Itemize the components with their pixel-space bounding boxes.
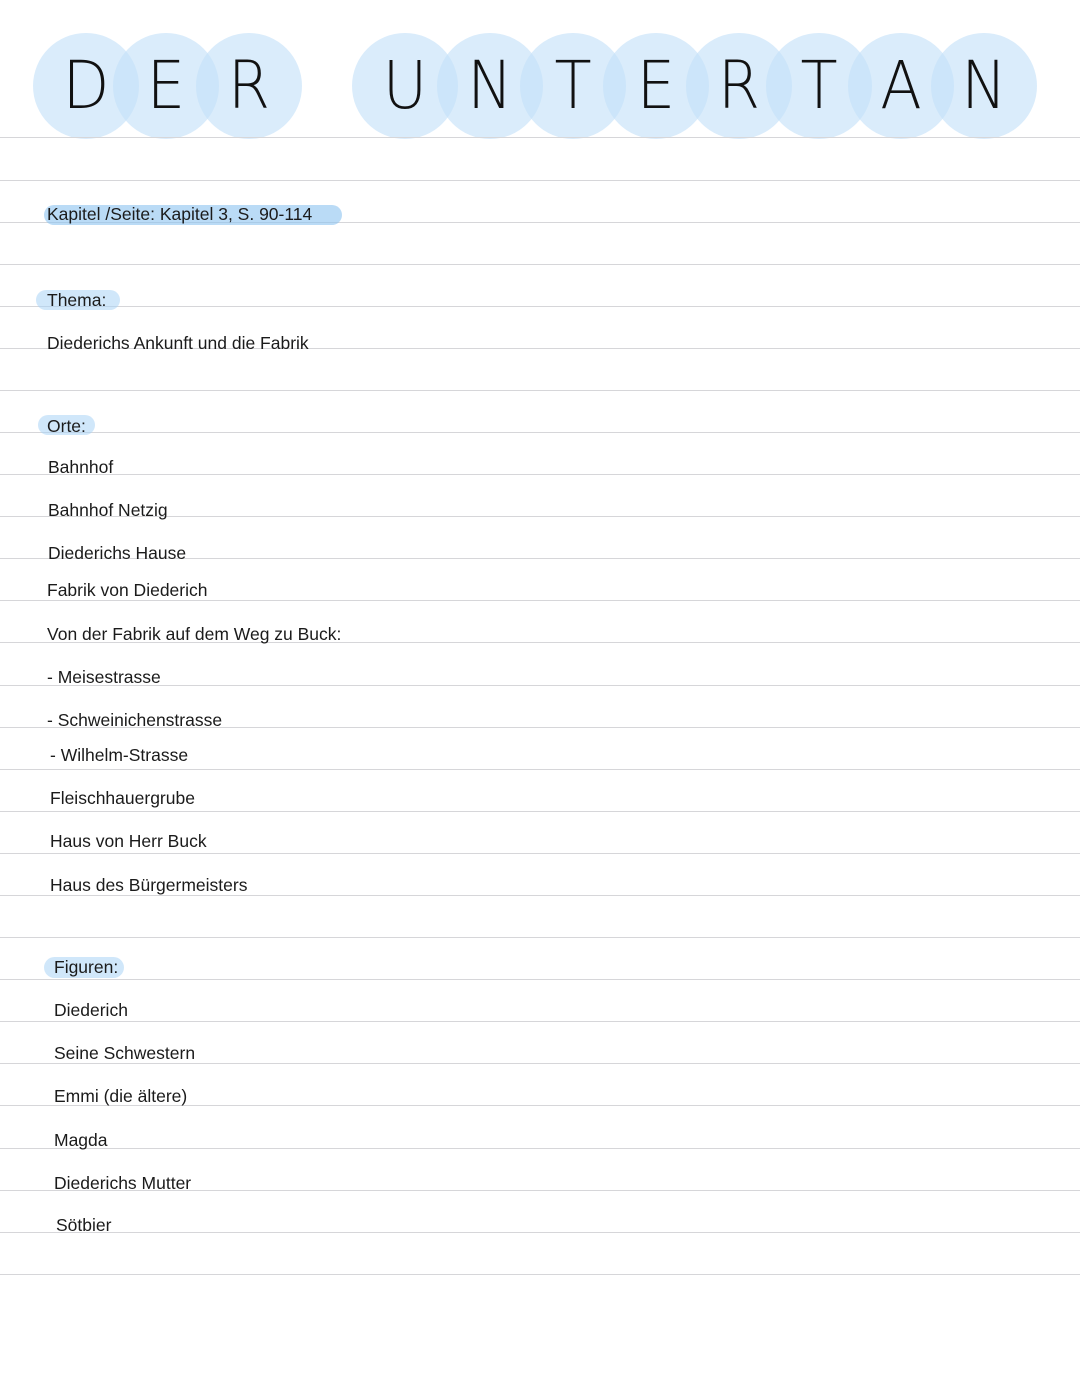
rule-line bbox=[0, 937, 1080, 938]
orte-item: Haus des Bürgermeisters bbox=[50, 875, 248, 895]
orte-item: Bahnhof bbox=[48, 457, 114, 477]
thema-label: Thema: bbox=[47, 290, 107, 310]
rule-line bbox=[0, 1274, 1080, 1275]
rule-line bbox=[0, 811, 1080, 812]
rule-line bbox=[0, 895, 1080, 896]
rule-line bbox=[0, 264, 1080, 265]
title-letter: U bbox=[382, 47, 428, 124]
figuren-item: Emmi (die ältere) bbox=[54, 1086, 188, 1106]
figuren-label: Figuren: bbox=[54, 957, 119, 977]
figuren-item: Magda bbox=[54, 1130, 108, 1150]
rule-line bbox=[0, 1232, 1080, 1233]
title-letter: R bbox=[227, 47, 271, 124]
orte-item: Von der Fabrik auf dem Weg zu Buck: bbox=[47, 624, 342, 644]
orte-item: Diederichs Hause bbox=[48, 543, 187, 563]
orte-label: Orte: bbox=[47, 416, 86, 436]
orte-item: Bahnhof Netzig bbox=[48, 500, 168, 520]
title-letter-circle bbox=[196, 33, 302, 139]
orte-item: Fleischhauergrube bbox=[50, 788, 195, 808]
orte-item: - Wilhelm-Strasse bbox=[50, 745, 189, 765]
rule-line bbox=[0, 1063, 1080, 1064]
rule-line bbox=[0, 769, 1080, 770]
rule-line bbox=[0, 180, 1080, 181]
title-letter: T bbox=[554, 47, 592, 124]
figuren-item: Diederichs Mutter bbox=[54, 1173, 192, 1193]
title-letter: E bbox=[636, 47, 676, 124]
rule-line bbox=[0, 979, 1080, 980]
rule-line bbox=[0, 390, 1080, 391]
rule-line bbox=[0, 685, 1080, 686]
rule-line bbox=[0, 432, 1080, 433]
rule-line bbox=[0, 1148, 1080, 1149]
rule-line bbox=[0, 306, 1080, 307]
thema-value: Diederichs Ankunft und die Fabrik bbox=[47, 333, 309, 353]
title-letter: R bbox=[717, 47, 761, 124]
rule-line bbox=[0, 853, 1080, 854]
rule-line bbox=[0, 474, 1080, 475]
title-letter: E bbox=[146, 47, 186, 124]
kapitel-line: Kapitel /Seite: Kapitel 3, S. 90-114 bbox=[47, 204, 313, 224]
orte-item: - Schweinichenstrasse bbox=[47, 710, 223, 730]
orte-item: Fabrik von Diederich bbox=[47, 580, 208, 600]
rule-line bbox=[0, 600, 1080, 601]
page-title bbox=[0, 0, 1080, 140]
figuren-item: Seine Schwestern bbox=[54, 1043, 196, 1063]
figuren-item: Sötbier bbox=[56, 1215, 112, 1235]
rule-line bbox=[0, 137, 1080, 138]
title-letter: T bbox=[800, 47, 838, 124]
rule-line bbox=[0, 1021, 1080, 1022]
title-letter: D bbox=[62, 47, 110, 124]
title-letter: A bbox=[880, 47, 922, 124]
figuren-item: Diederich bbox=[54, 1000, 128, 1020]
title-letter-circle bbox=[931, 33, 1037, 139]
title-letter: N bbox=[961, 47, 1007, 124]
title-letter: N bbox=[467, 47, 513, 124]
orte-item: - Meisestrasse bbox=[47, 667, 161, 687]
orte-item: Haus von Herr Buck bbox=[50, 831, 207, 851]
